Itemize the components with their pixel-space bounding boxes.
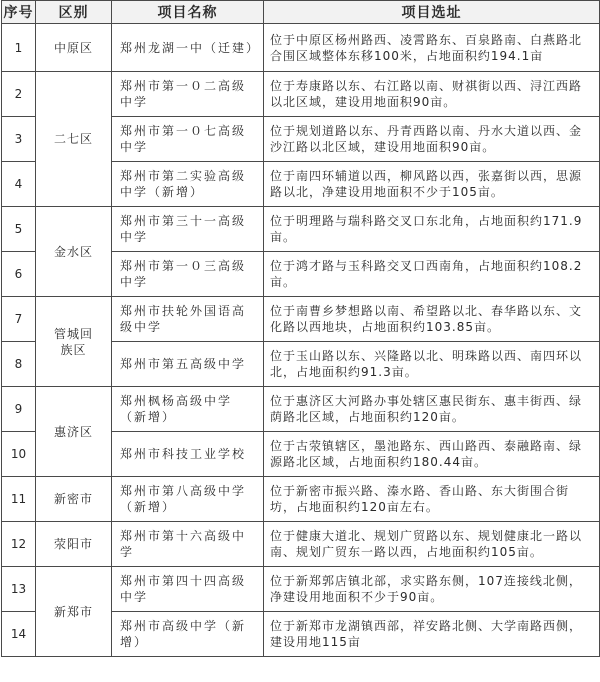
row-address: 位于中原区杨州路西、凌霄路东、百泉路南、白燕路北合围区域整体东移100米，占地面积约194.1亩 xyxy=(264,24,600,72)
table-row xyxy=(2,387,600,432)
header-district: 区别 xyxy=(36,1,112,24)
row-address: 位于惠济区大河路办事处辖区惠民街东、惠丰街西、绿荫路北区域，占地面积约120亩。 xyxy=(264,387,600,432)
row-num: 5 xyxy=(2,207,36,252)
row-num: 14 xyxy=(2,612,36,657)
row-district: 新郑市 xyxy=(36,567,112,657)
row-name: 郑州市第四十四高级中学 xyxy=(112,567,264,612)
row-address: 位于新郑市龙湖镇西部，祥安路北侧、大学南路西侧，建设用地115亩 xyxy=(264,612,600,657)
table-row xyxy=(2,297,600,342)
school-project-table xyxy=(1,0,600,657)
row-num: 4 xyxy=(2,162,36,207)
row-district: 荥阳市 xyxy=(36,522,112,567)
row-num: 12 xyxy=(2,522,36,567)
row-num: 13 xyxy=(2,567,36,612)
row-num: 11 xyxy=(2,477,36,522)
row-name: 郑州市扶轮外国语高级中学 xyxy=(112,297,264,342)
row-address: 位于新郑郭店镇北部，求实路东侧，107连接线北侧，净建设用地面积不少于90亩。 xyxy=(264,567,600,612)
row-num: 7 xyxy=(2,297,36,342)
row-district: 二七区 xyxy=(36,72,112,207)
row-num: 3 xyxy=(2,117,36,162)
header-num: 序号 xyxy=(2,1,36,24)
row-name: 郑州市第十六高级中学 xyxy=(112,522,264,567)
row-num: 6 xyxy=(2,252,36,297)
row-num: 9 xyxy=(2,387,36,432)
table-header-row xyxy=(2,1,600,24)
row-name: 郑州市第一０二高级中学 xyxy=(112,72,264,117)
row-address: 位于古荥镇辖区，墨池路东、西山路西、泰融路南、绿源路北区域，占地面积约180.44亩。 xyxy=(264,432,600,477)
row-district: 金水区 xyxy=(36,207,112,297)
row-address: 位于南曹乡梦想路以南、希望路以北、春华路以东、文化路以西地块，占地面积约103.85亩。 xyxy=(264,297,600,342)
row-name: 郑州市第三十一高级中学 xyxy=(112,207,264,252)
row-name: 郑州市第一０七高级中学 xyxy=(112,117,264,162)
row-num: 8 xyxy=(2,342,36,387)
table-row xyxy=(2,24,600,72)
row-num: 10 xyxy=(2,432,36,477)
table-row xyxy=(2,207,600,252)
header-name: 项目名称 xyxy=(112,1,264,24)
row-district: 管城回族区 xyxy=(36,297,112,387)
table-row xyxy=(2,72,600,117)
row-address: 位于明理路与瑞科路交叉口东北角，占地面积约171.9亩。 xyxy=(264,207,600,252)
table-row xyxy=(2,477,600,522)
row-name: 郑州市科技工业学校 xyxy=(112,432,264,477)
row-district: 中原区 xyxy=(36,24,112,72)
row-address: 位于健康大道北、规划广贸路以东、规划健康北一路以南、规划广贸东一路以西，占地面积约105亩。 xyxy=(264,522,600,567)
row-name: 郑州市第八高级中学（新增） xyxy=(112,477,264,522)
row-district: 惠济区 xyxy=(36,387,112,477)
row-district: 新密市 xyxy=(36,477,112,522)
row-address: 位于寿康路以东、右江路以南、财祺街以西、浔江西路以北区域，建设用地面积90亩。 xyxy=(264,72,600,117)
row-address: 位于新密市振兴路、溱水路、香山路、东大街围合街坊，占地面积约120亩左右。 xyxy=(264,477,600,522)
header-address: 项目选址 xyxy=(264,1,600,24)
row-name: 郑州枫杨高级中学（新增） xyxy=(112,387,264,432)
table-row xyxy=(2,522,600,567)
row-name: 郑州龙湖一中（迁建） xyxy=(112,24,264,72)
row-address: 位于南四环辅道以西，柳风路以西，张嘉街以西，思源路以北，净建设用地面积不少于105亩。 xyxy=(264,162,600,207)
row-num: 2 xyxy=(2,72,36,117)
row-address: 位于玉山路以东、兴隆路以北、明珠路以西、南四环以北，占地面积约91.3亩。 xyxy=(264,342,600,387)
row-address: 位于规划道路以东、丹青西路以南、丹水大道以西、金沙江路以北区域，建设用地面积90亩。 xyxy=(264,117,600,162)
table-row xyxy=(2,567,600,612)
row-name: 郑州市第一０三高级中学 xyxy=(112,252,264,297)
row-name: 郑州市第五高级中学 xyxy=(112,342,264,387)
row-address: 位于鸿才路与玉科路交叉口西南角，占地面积约108.2亩。 xyxy=(264,252,600,297)
row-num: 1 xyxy=(2,24,36,72)
row-name: 郑州市高级中学（新增） xyxy=(112,612,264,657)
row-name: 郑州市第二实验高级中学（新增） xyxy=(112,162,264,207)
